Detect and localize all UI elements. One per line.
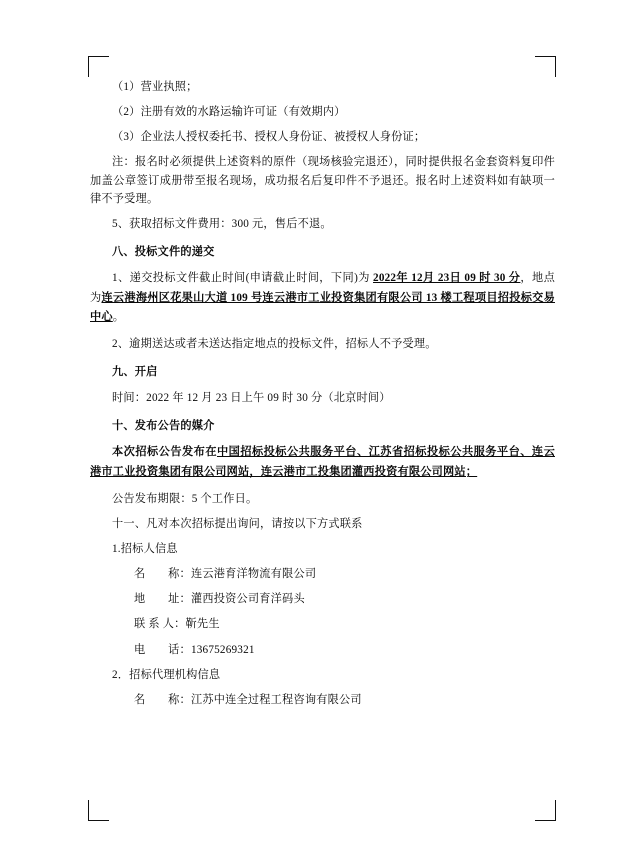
- submission-address: 连云港海州区花果山大道 109 号连云港市工业投资集团有限公司 13 楼工程项目招投标交易中心: [90, 291, 555, 324]
- contact-row: [90, 590, 555, 608]
- contact-row: [90, 641, 555, 659]
- para-text: ，地点为: [90, 272, 556, 304]
- para-text: 。: [112, 311, 125, 324]
- agency-info-title: 2．招标代理机构信息: [112, 668, 221, 681]
- field-value: 连云港育洋物流有限公司: [190, 568, 317, 581]
- contact-row: [90, 691, 555, 709]
- list-item: （2）注册有效的水路运输许可证（有效期内）: [112, 106, 346, 119]
- publication-media-list: 中国招标投标公共服务平台、江苏省招标投标公共服务平台、连云港市工业投资集团有限公司网站，连云港市工投集团灌西投资有限公司网站；: [90, 446, 555, 479]
- section-heading-9: 九、开启: [112, 366, 158, 379]
- section-8-paragraph-1: [90, 269, 555, 328]
- field-label: 联 系 人：: [134, 618, 186, 631]
- field-value: 灌西投资公司育洋码头: [190, 593, 305, 606]
- para-text: 1、递交投标文件截止时间(申请截止时间，下同)为: [112, 272, 374, 285]
- crop-mark-bottom-left: [88, 800, 109, 821]
- section-heading-11: 十一、凡对本次招标提出询问，请按以下方式联系: [112, 517, 363, 530]
- crop-mark-top-left: [88, 56, 109, 77]
- section-9-paragraph-1: 时间：2022 年 12 月 23 日上午 09 时 30 分（北京时间）: [112, 392, 391, 405]
- contact-row: [90, 565, 555, 583]
- section-10-paragraph-1: [90, 443, 555, 482]
- document-body: [90, 78, 555, 716]
- field-label: 名 称：: [134, 693, 191, 706]
- note-paragraph: 注：报名时必须提供上述资料的原件（现场核验完退还），同时提供报名金套资料复印件加盖公章签订成册带至报名现场，成功报名后复印件不予退还。报名时上述资料如有缺项一律不予受理。: [90, 156, 555, 205]
- field-label: 名 称：: [134, 568, 191, 581]
- field-value: 靳先生: [185, 618, 220, 631]
- section-10-paragraph-2: 公告发布期限：5 个工作日。: [112, 492, 258, 505]
- field-label: 地 址：: [134, 593, 191, 606]
- list-item: （1）营业执照；: [112, 81, 198, 93]
- list-item: 5、获取招标文件费用：300 元，售后不退。: [112, 217, 332, 230]
- field-value: 13675269321: [190, 643, 255, 656]
- section-heading-8: 八、投标文件的递交: [112, 245, 215, 258]
- section-heading-10: 十、发布公告的媒介: [112, 420, 215, 433]
- contact-row: [90, 615, 555, 633]
- section-8-paragraph-2: 2、逾期送达或者未送达指定地点的投标文件，招标人不予受理。: [112, 337, 437, 350]
- para-text: 本次招标公告发布在: [112, 446, 217, 459]
- field-value: 江苏中连全过程工程咨询有限公司: [190, 693, 362, 706]
- list-item: （3）企业法人授权委托书、授权人身份证、被授权人身份证；: [112, 131, 426, 144]
- crop-mark-bottom-right: [535, 800, 556, 821]
- field-label: 电 话：: [134, 643, 191, 656]
- crop-mark-top-right: [535, 56, 556, 77]
- tenderer-info-title: 1.招标人信息: [112, 542, 178, 555]
- deadline-datetime: 2022年 12月 23日 09 时 30 分: [373, 272, 521, 285]
